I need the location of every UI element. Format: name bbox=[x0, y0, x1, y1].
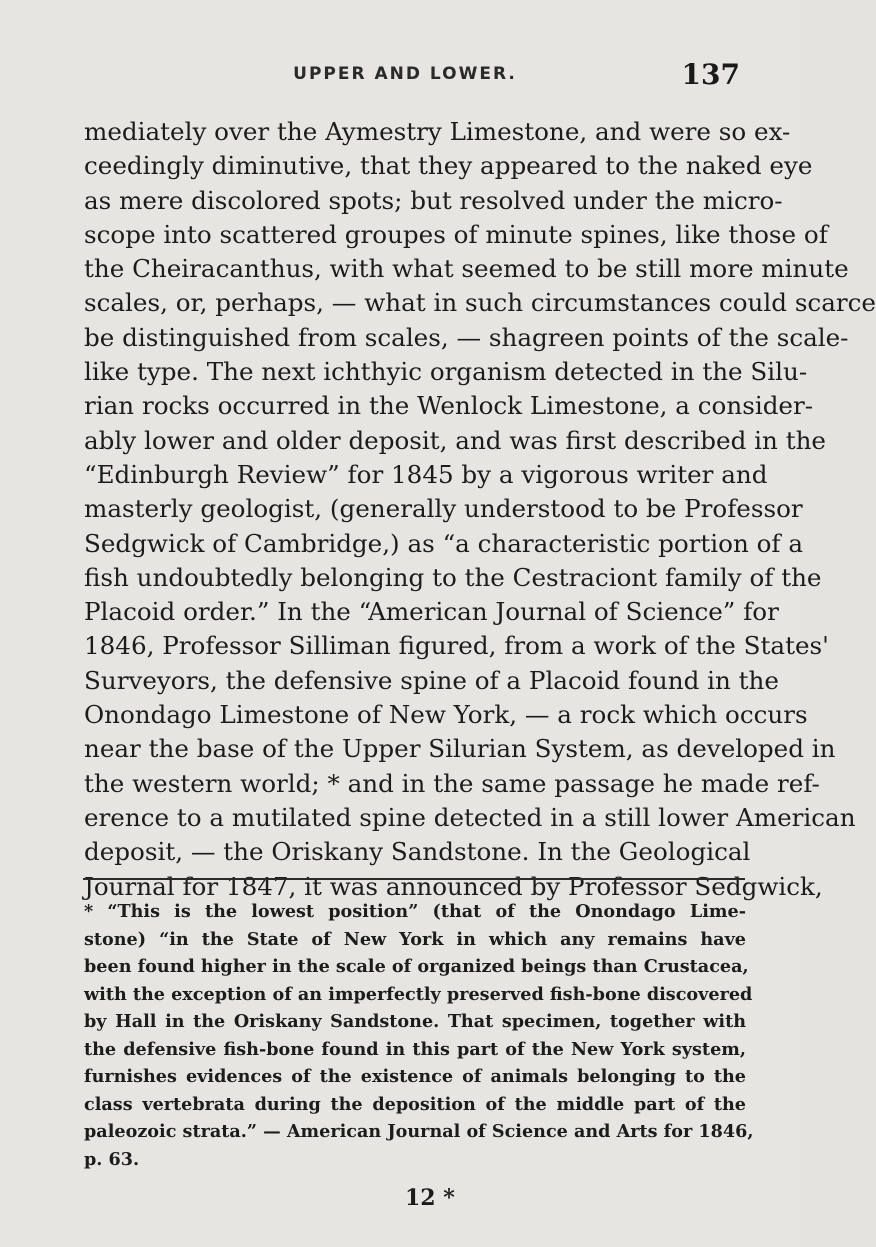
footnote-line: class vertebrata during the deposition of the middle part of the bbox=[84, 1093, 746, 1115]
body-line: erence to a mutilated spine detected in a still lower American bbox=[84, 802, 856, 832]
footnote-line: by Hall in the Oriskany Sandstone. That specimen, together with bbox=[84, 1011, 746, 1032]
body-line: be distinguished from scales, — shagreen points of the scale- bbox=[84, 322, 849, 352]
body-line: ceedingly diminutive, that they appeared to the naked eye bbox=[84, 151, 813, 181]
body-text bbox=[84, 115, 876, 904]
body-line: fish undoubtedly belonging to the Cestraciont family of the bbox=[84, 562, 822, 592]
signature-mark: 12 * bbox=[405, 1185, 455, 1211]
body-line: Placoid order.” In the “American Journal of Science” for bbox=[84, 597, 779, 627]
body-line: near the base of the Upper Silurian System, as developed in bbox=[84, 734, 836, 764]
footnote-line: p. 63. bbox=[84, 1148, 140, 1170]
page-number: 137 bbox=[681, 58, 740, 91]
body-line: the western world; * and in the same passage he made ref- bbox=[84, 768, 820, 798]
footnote-divider bbox=[83, 878, 745, 880]
body-line: “Edinburgh Review” for 1845 by a vigorous writer and bbox=[84, 459, 768, 489]
running-title: UPPER AND LOWER. bbox=[293, 64, 517, 84]
body-line: ably lower and older deposit, and was first described in the bbox=[84, 425, 826, 455]
running-head bbox=[70, 58, 740, 104]
body-line: Sedgwick of Cambridge,) as “a characteristic portion of a bbox=[84, 528, 804, 558]
body-line: mediately over the Aymestry Limestone, and were so ex- bbox=[84, 117, 791, 146]
body-line: Onondago Limestone of New York, — a rock which occurs bbox=[84, 700, 808, 730]
footnote-line: * “This is the lowest position” (that of the Onondago Lime- bbox=[84, 901, 746, 922]
body-line: Journal for 1847, it was announced by Professor Sedgwick, bbox=[84, 871, 823, 901]
body-line: 1846, Professor Silliman figured, from a work of the States' bbox=[84, 631, 829, 661]
body-line: deposit, — the Oriskany Sandstone. In the Geological bbox=[84, 837, 751, 867]
body-line: like type. The next ichthyic organism detected in the Silu- bbox=[84, 357, 808, 387]
footnote-line: the defensive fish-bone found in this part of the New York system, bbox=[84, 1038, 746, 1060]
body-line: the Cheiracanthus, with what seemed to be still more minute bbox=[84, 254, 849, 284]
body-line: Surveyors, the defensive spine of a Placoid found in the bbox=[84, 665, 779, 695]
footnote-line: with the exception of an imperfectly preserved fish-bone discovered bbox=[84, 983, 753, 1005]
footnote bbox=[84, 898, 754, 1173]
body-line: as mere discolored spots; but resolved under the micro- bbox=[84, 185, 783, 215]
footnote-line: furnishes evidences of the existence of animals belonging to the bbox=[84, 1066, 746, 1087]
body-line: scales, or, perhaps, — what in such circumstances could scarce bbox=[84, 288, 876, 318]
footnote-line: stone) “in the State of New York in which any remains have bbox=[84, 928, 746, 950]
body-line: masterly geologist, (generally understood to be Professor bbox=[84, 494, 803, 524]
footnote-line: been found higher in the scale of organized beings than Crustacea, bbox=[84, 956, 749, 977]
footnote-line: paleozoic strata.” — American Journal of Science and Arts for 1846, bbox=[84, 1121, 754, 1142]
body-line: scope into scattered groupes of minute spines, like those of bbox=[84, 219, 828, 249]
body-line: rian rocks occurred in the Wenlock Limestone, a consider- bbox=[84, 391, 814, 421]
